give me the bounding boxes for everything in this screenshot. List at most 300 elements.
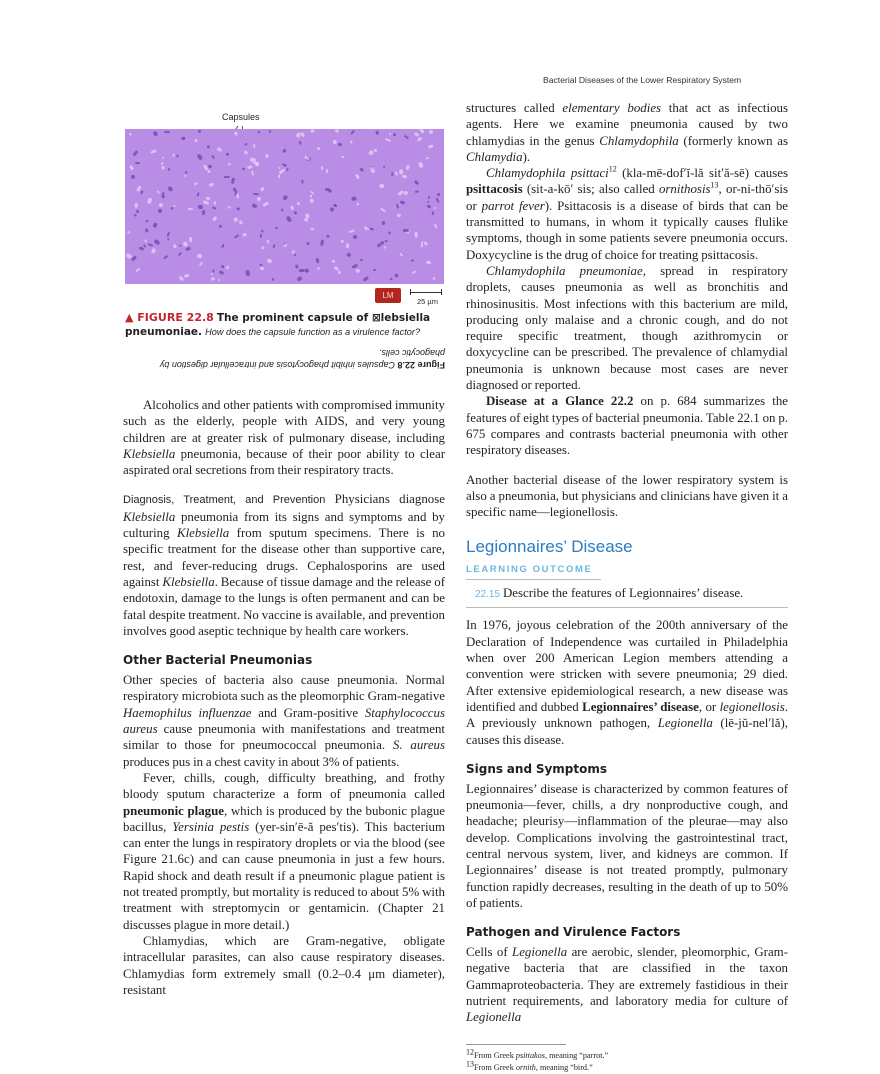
- capsules-label: Capsules: [222, 112, 260, 122]
- text-run: Klebsiella: [123, 509, 176, 524]
- bacterium-cell: [203, 200, 209, 205]
- text-run: . A previously unknown pathogen,: [466, 699, 788, 731]
- bacterium-cell: [390, 278, 393, 281]
- micrograph-image: [125, 129, 444, 284]
- bacterium-cell: [380, 208, 386, 213]
- bacterium-cell: [226, 152, 230, 156]
- bacterium-cell: [309, 228, 314, 232]
- bacterium-cell: [136, 209, 139, 213]
- text-run: pneumonia, because of their poor ability to clear aspirated oral secretions from their respiratory tracts.: [123, 446, 445, 478]
- text-run: Klebsiella: [176, 526, 230, 541]
- bacterium-cell: [153, 222, 158, 228]
- bacterium-cell: [282, 148, 287, 153]
- bacterium-cell: [305, 213, 310, 219]
- bacterium-cell: [359, 167, 364, 172]
- bacterium-cell: [242, 167, 246, 171]
- bacterium-cell: [362, 275, 368, 281]
- paragraph: [123, 933, 445, 998]
- bacterium-cell: [164, 131, 170, 134]
- bacterium-cell: [315, 258, 319, 263]
- answer-text: Capsules inhibit phagocytosis and intracellular digestion by phagocytic cells.: [159, 348, 445, 370]
- bacterium-cell: [283, 243, 288, 247]
- bacterium-cell: [133, 150, 138, 156]
- bacterium-cell: [208, 164, 213, 168]
- bacterium-cell: [144, 239, 147, 243]
- bacterium-cell: [355, 268, 360, 273]
- bacterium-cell: [221, 265, 225, 269]
- bacterium-cell: [367, 228, 370, 231]
- bacterium-cell: [178, 252, 182, 256]
- bacterium-cell: [296, 202, 300, 206]
- text-run: , or-ni-thō′sis or: [466, 182, 788, 213]
- bacterium-cell: [131, 175, 136, 180]
- bacterium-cell: [298, 141, 302, 146]
- bacterium-cell: [127, 230, 131, 234]
- bacterium-cell: [146, 220, 149, 223]
- right-column-wrapper: [466, 74, 788, 1074]
- footnote-ref: 12: [608, 164, 617, 174]
- bacterium-cell: [388, 231, 391, 235]
- bacterium-cell: [252, 203, 259, 209]
- bacterium-cell: [269, 129, 272, 132]
- bacterium-cell: [228, 206, 232, 209]
- bacterium-cell: [332, 140, 337, 145]
- bacterium-cell: [395, 274, 399, 279]
- footnote-text: From Greek: [474, 1050, 516, 1060]
- paragraph: [123, 491, 445, 639]
- bacterium-cell: [282, 163, 287, 167]
- micrograph-legend: [125, 288, 445, 312]
- bacterium-cell: [196, 192, 200, 196]
- bacterium-cell: [247, 166, 253, 170]
- text-run: Legionella: [466, 1010, 522, 1025]
- bacterium-cell: [197, 129, 201, 133]
- bacterium-cell: [383, 165, 386, 168]
- bacterium-cell: [392, 133, 396, 137]
- bacterium-cell: [224, 176, 230, 178]
- figure-title: The prominent capsule of ⊠lebsiella pneumoniae.: [125, 312, 431, 338]
- paragraph: [466, 100, 788, 165]
- bacterium-cell: [311, 129, 315, 132]
- bacterium-cell: [433, 206, 436, 209]
- bacterium-cell: [428, 144, 434, 149]
- bacterium-cell: [396, 214, 401, 218]
- bacterium-cell: [399, 252, 403, 256]
- footnote-number: 12: [466, 1046, 474, 1056]
- figure-caption: [125, 312, 445, 339]
- bacterium-cell: [419, 129, 424, 134]
- bacterium-cell: [385, 240, 388, 243]
- bacterium-cell: [414, 232, 418, 238]
- text-run: elementary bodies: [562, 101, 662, 115]
- bacterium-cell: [304, 155, 310, 160]
- bacterium-cell: [178, 276, 183, 281]
- bacterium-cell: [437, 193, 441, 197]
- bacterium-cell: [170, 207, 173, 210]
- text-run: , or: [698, 699, 720, 714]
- outcome-text: Describe the features of Legionnaires’ disease.: [503, 586, 744, 601]
- bacterium-cell: [350, 130, 355, 135]
- bacterium-cell: [125, 253, 132, 259]
- scale-bar: [410, 289, 442, 295]
- text-run: Fever, chills, cough, difficulty breathing, and frothy bloody sputum characterize a form of pneumonia called: [123, 770, 445, 802]
- bacterium-cell: [306, 241, 311, 246]
- bacterium-cell: [167, 237, 170, 240]
- text-run: Legionella: [512, 945, 568, 960]
- text-run: Other species of bacteria also cause pneumonia. Normal respiratory microbiota such as the pleomorphic Gram-negative: [123, 673, 445, 704]
- text-run: from sputum specimens. There is no specific treatment for the disease other than supportive care, rest, and fever-reducing drugs. Cephalosporins are used against: [123, 526, 445, 589]
- text-run: . Because of tissue damage and the release of endotoxin, damage to the lungs is often permanent and can be fatal despite treatment. No vaccine is available, and prevention involves good aseptic technique by health care workers.: [123, 574, 445, 638]
- bacterium-cell: [350, 197, 356, 202]
- bacterium-cell: [381, 221, 385, 225]
- bacterium-cell: [347, 252, 353, 258]
- text-run: on p. 684 summarizes the features of eight types of bacterial pneumonia. Table 22.1 on p. 675 compares and contrasts bacterial pneumonia with other respiratory diseases.: [466, 394, 788, 458]
- bacterium-cell: [147, 197, 152, 203]
- bacterium-cell: [432, 211, 435, 215]
- bacterium-cell: [283, 194, 289, 200]
- bacterium-cell: [188, 208, 193, 211]
- bacterium-cell: [309, 199, 314, 204]
- bacterium-cell: [272, 277, 275, 280]
- bacterium-cell: [394, 172, 398, 176]
- bacterium-cell: [326, 187, 331, 192]
- text-run: structures called: [466, 101, 563, 115]
- bacterium-cell: [356, 202, 360, 206]
- bacterium-cell: [295, 264, 299, 268]
- text-run: that act as infectious agents. Here we examine pneumonia caused by two chlamydias in the genus: [466, 101, 788, 148]
- bacterium-cell: [168, 167, 171, 171]
- paragraph: [466, 944, 788, 1025]
- text-run: Klebsiella: [162, 574, 215, 589]
- learning-outcome-label: LEARNING OUTCOME: [466, 564, 593, 576]
- bacterium-cell: [211, 155, 215, 160]
- bacterium-cell: [281, 209, 284, 212]
- footnote-divider: [466, 1044, 566, 1045]
- bacterium-cell: [402, 175, 407, 179]
- bacterium-cell: [246, 270, 251, 276]
- text-run: Legionnaires’ disease: [582, 699, 699, 714]
- scale-bar-label: 25 µm: [417, 297, 438, 306]
- text-run: Diagnosis, Treatment, and Prevention: [123, 494, 326, 507]
- bacterium-cell: [413, 180, 419, 186]
- bacterium-cell: [427, 196, 431, 200]
- text-run: produces pus in a chest cavity in about 3% of patients.: [123, 754, 400, 769]
- bacterium-cell: [332, 259, 336, 263]
- text-run: (kla-mē-dof′ĭ-lă sit′ă-sē) causes: [616, 166, 788, 181]
- bacterium-cell: [198, 205, 203, 209]
- bacterium-cell: [400, 169, 404, 174]
- bacterium-cell: [212, 207, 216, 211]
- bacterium-cell: [418, 162, 423, 169]
- bacterium-cell: [403, 191, 408, 196]
- text-run: Chlamydophila psittaci: [486, 166, 609, 181]
- bacterium-cell: [153, 239, 160, 246]
- bacterium-cell: [228, 163, 231, 166]
- bacterium-cell: [210, 273, 213, 276]
- bacterium-cell: [244, 150, 249, 155]
- bacterium-cell: [176, 155, 179, 159]
- bacterium-cell: [263, 202, 269, 207]
- bacterium-cell: [211, 277, 215, 281]
- bacterium-cell: [317, 267, 321, 270]
- bacterium-cell: [199, 261, 203, 265]
- text-run: , which is produced by the bubonic plague bacillus,: [123, 803, 445, 834]
- outcome-number: 22.15: [475, 589, 501, 601]
- bacterium-cell: [218, 279, 220, 282]
- text-run: ). Psittacosis is a disease of birds that can be transmitted to humans, in whom it typically causes flulike symptoms, though in some patients severe pneumonia occurs. Doxycycline is the drug of choice for treating psittacosis.: [466, 198, 788, 262]
- bacterium-cell: [189, 237, 193, 243]
- bacterium-cell: [213, 201, 217, 205]
- bacterium-cell: [148, 244, 154, 248]
- bacterium-cell: [257, 197, 261, 201]
- section-heading: Other Bacterial Pneumonias: [123, 653, 313, 668]
- footnote-text: , meaning “parrot.”: [544, 1050, 609, 1060]
- bacterium-cell: [172, 154, 174, 157]
- bacterium-cell: [195, 139, 199, 143]
- bacterium-cell: [320, 240, 325, 247]
- paragraph: [466, 165, 788, 263]
- bacterium-cell: [296, 132, 301, 138]
- bacterium-cell: [131, 256, 137, 262]
- bacterium-cell: [260, 234, 263, 238]
- bacterium-cell: [390, 172, 393, 177]
- bacterium-cell: [222, 244, 225, 248]
- running-head: Bacterial Diseases of the Lower Respiratory System: [543, 75, 742, 85]
- bacterium-cell: [341, 155, 345, 159]
- text-run: (formerly known as: [678, 133, 788, 148]
- bacterium-cell: [321, 166, 324, 170]
- paragraph: [466, 781, 788, 911]
- bacterium-cell: [153, 131, 159, 138]
- bacterium-cell: [194, 181, 198, 185]
- text-run: and Gram-positive: [251, 705, 365, 720]
- bacterium-cell: [167, 185, 173, 191]
- bacterium-cell: [206, 145, 210, 149]
- bacterium-cell: [183, 174, 186, 177]
- bacterium-cell: [398, 190, 405, 196]
- bacterium-cell: [286, 168, 290, 172]
- bacterium-cell: [266, 258, 272, 263]
- text-run: Disease at a Glance 22.2: [486, 394, 634, 409]
- bacterium-cell: [129, 165, 134, 171]
- bacterium-cell: [150, 150, 154, 153]
- bacterium-cell: [424, 241, 428, 246]
- bacterium-cell: [346, 243, 349, 248]
- paragraph: [123, 770, 445, 933]
- section-heading: Signs and Symptoms: [466, 761, 608, 776]
- text-run: pneumonia from its signs and symptoms and by culturing: [123, 509, 445, 541]
- bacterium-cell: [417, 137, 422, 143]
- bacterium-cell: [197, 154, 204, 161]
- bacterium-cell: [234, 233, 240, 238]
- text-run: Chlamydophila: [599, 133, 679, 148]
- footnote-text: , meaning “bird.”: [535, 1062, 593, 1072]
- bacterium-cell: [291, 206, 294, 210]
- bacterium-cell: [236, 207, 240, 211]
- footnote-text: From Greek: [474, 1062, 516, 1072]
- text-run: Physicians diagnose: [325, 492, 445, 507]
- paragraph: [466, 472, 788, 521]
- footnote: [466, 1046, 788, 1062]
- bacterium-cell: [161, 194, 165, 199]
- bacterium-cell: [272, 244, 275, 248]
- text-run: Haemophilus influenzae: [123, 705, 252, 720]
- bacterium-cell: [242, 233, 247, 238]
- bacterium-cell: [373, 269, 376, 271]
- text-run: Chlamydias, which are Gram-negative, obligate intracellular parasites, can also cause respiratory diseases. Chlamydias form extremely small (0.2–0.4 μm diameter), resistant: [123, 933, 445, 997]
- text-run: Yersinia pestis: [172, 819, 250, 834]
- bacterium-cell: [353, 235, 357, 239]
- footnote: [466, 1058, 788, 1074]
- bacterium-cell: [278, 174, 281, 178]
- answer-label: Figure 22.8: [397, 360, 445, 370]
- text-run: psittacosis: [466, 182, 523, 197]
- bacterium-cell: [138, 246, 144, 251]
- bacterium-cell: [349, 229, 355, 233]
- text-run: (lē-jŭ-nel′lă), causes this disease.: [466, 716, 788, 747]
- bacterium-cell: [158, 203, 163, 208]
- text-run: Legionella: [657, 716, 713, 731]
- bacterium-cell: [217, 146, 223, 151]
- bacterium-cell: [140, 190, 144, 194]
- divider: [466, 607, 788, 608]
- bacterium-cell: [129, 133, 133, 137]
- bacterium-cell: [231, 178, 235, 184]
- bacterium-cell: [167, 231, 170, 236]
- bacterium-cell: [355, 174, 360, 180]
- text-run: ornithosis: [658, 182, 711, 197]
- bacterium-cell: [427, 204, 432, 209]
- bacterium-cell: [135, 162, 140, 164]
- bacterium-cell: [134, 213, 138, 217]
- bacterium-cell: [275, 227, 279, 231]
- bacterium-cell: [400, 201, 406, 205]
- bacterium-cell: [212, 268, 215, 272]
- bacterium-cell: [251, 170, 254, 175]
- text-run: parrot fever: [481, 198, 545, 213]
- bacterium-cell: [375, 131, 379, 136]
- text-run: Another bacterial disease of the lower respiratory system is also a pneumonia, but physicians and clinicians have given it a specific name—legionellosis.: [466, 472, 788, 520]
- paragraph: [466, 617, 788, 747]
- bacterium-cell: [219, 270, 224, 274]
- bacterium-cell: [317, 147, 320, 150]
- text-run: In 1976, joyous celebration of the 200th anniversary of the Declaration of Independence was curtailed in Philadelphia when over 200 American Legion members attending a convention were stricken with severe pneumonia; 29 died. After extensive epidemiological research, a new disease was identified and dubbed: [466, 618, 788, 714]
- bacterium-cell: [305, 269, 310, 274]
- paragraph: [123, 397, 445, 478]
- bacterium-cell: [135, 202, 138, 207]
- text-run: Alcoholics and other patients with compromised immunity such as the elderly, people with AIDS, and very young children are at greater risk of pulmonary disease, including: [123, 398, 445, 445]
- section-title: Legionnaires’ Disease: [466, 537, 633, 557]
- bacterium-cell: [173, 244, 177, 249]
- bacterium-cell: [350, 141, 353, 144]
- bacterium-cell: [327, 235, 331, 239]
- bacterium-cell: [253, 144, 256, 149]
- bacterium-cell: [267, 240, 270, 244]
- bacterium-cell: [186, 247, 191, 252]
- bacterium-cell: [435, 198, 439, 203]
- text-run: Cells of: [466, 945, 513, 960]
- text-run: pneumonic plague: [123, 803, 225, 818]
- footnote-ref: 13: [710, 181, 719, 191]
- bacterium-cell: [395, 203, 398, 208]
- bacterium-cell: [403, 229, 409, 232]
- bacterium-cell: [374, 149, 377, 152]
- bacterium-cell: [379, 184, 384, 188]
- bacterium-cell: [294, 211, 297, 214]
- bacterium-cell: [162, 157, 165, 160]
- text-run: (sit-a-kō′ sis; also called: [522, 182, 659, 197]
- figure-question: How does the capsule function as a virulence factor?: [205, 326, 421, 337]
- bacterium-cell: [185, 171, 188, 174]
- footnote-number: 13: [466, 1058, 474, 1068]
- bacterium-cell: [338, 143, 343, 148]
- text-run: cause pneumonia with manifestations and treatment similar to those for pneumococcal pneumonia.: [123, 722, 445, 753]
- lm-badge: LM: [375, 288, 401, 303]
- text-run: Chlamydia: [466, 149, 523, 164]
- figure: [125, 129, 445, 312]
- bacterium-cell: [389, 133, 391, 136]
- bacterium-cell: [261, 246, 265, 250]
- bacterium-cell: [157, 190, 160, 194]
- text-run: S. aureus: [392, 738, 445, 753]
- bacterium-cell: [218, 224, 222, 228]
- text-run: Klebsiella: [123, 446, 176, 461]
- bacterium-cell: [244, 142, 248, 146]
- bacterium-cell: [236, 193, 240, 199]
- bacterium-cell: [370, 167, 375, 174]
- bacterium-cell: [434, 224, 438, 230]
- bacterium-cell: [425, 260, 430, 264]
- bacterium-cell: [162, 165, 165, 169]
- learning-outcome: [466, 580, 788, 607]
- bacterium-cell: [278, 167, 280, 169]
- bacterium-cell: [257, 130, 261, 134]
- section-heading: Pathogen and Virulence Factors: [466, 925, 681, 940]
- bacterium-cell: [411, 260, 415, 263]
- bacterium-cell: [261, 229, 264, 232]
- bacterium-cell: [341, 239, 344, 242]
- bacterium-cell: [250, 157, 256, 162]
- bacterium-cell: [212, 215, 218, 221]
- bacterium-cell: [197, 253, 202, 257]
- bacterium-cell: [432, 276, 435, 280]
- figure-label: ▲ FIGURE 22.8: [125, 311, 214, 324]
- bacterium-cell: [239, 220, 243, 225]
- left-column-wrapper: [123, 112, 445, 998]
- bacterium-cell: [202, 209, 206, 214]
- bacterium-cell: [415, 190, 419, 193]
- bacterium-cell: [286, 216, 293, 223]
- bacterium-cell: [384, 245, 388, 248]
- bacterium-cell: [253, 193, 259, 196]
- bacterium-cell: [385, 138, 391, 142]
- bacterium-cell: [421, 242, 424, 248]
- bacterium-cell: [330, 207, 335, 212]
- text-run: (yer-sin′ē-ă pes′tis). This bacterium can enter the lungs in respiratory droplets or via the blood (see Figure 21.6c) and can cause pneumonia in just a few hours. Rapid shock and death result if a pneumonic plague patient is not treated promptly, but mortality is reduced to about 5% with treatment with streptomycin or gentamicin. (Chapter 21 discusses plague in more detail.): [123, 819, 445, 932]
- bacterium-cell: [404, 135, 409, 140]
- bacterium-cell: [207, 169, 211, 173]
- text-run: Legionnaires’ disease is characterized by common features of pneumonia—fever, chills, a dry nonproductive cough, and headache; pleurisy—inflammation of the pleurae—may also develop. Complications involving the gastrointestinal tract, central nervous system, liver, and kidneys are common. If Legionnaires’ disease is not treated promptly, pulmonary function rapidly decreases, resulting in the death of up to 50% of patients.: [466, 781, 788, 910]
- bacterium-cell: [260, 187, 264, 192]
- bacterium-cell: [426, 157, 429, 160]
- footnote-term: psittakos: [515, 1050, 545, 1060]
- bacterium-cell: [179, 244, 182, 247]
- figure-answer-inverted: [125, 347, 445, 371]
- bacterium-cell: [426, 201, 429, 204]
- text-run: Staphylococcus aureus: [123, 705, 445, 737]
- bacterium-cell: [234, 131, 238, 135]
- bacterium-cell: [151, 248, 157, 254]
